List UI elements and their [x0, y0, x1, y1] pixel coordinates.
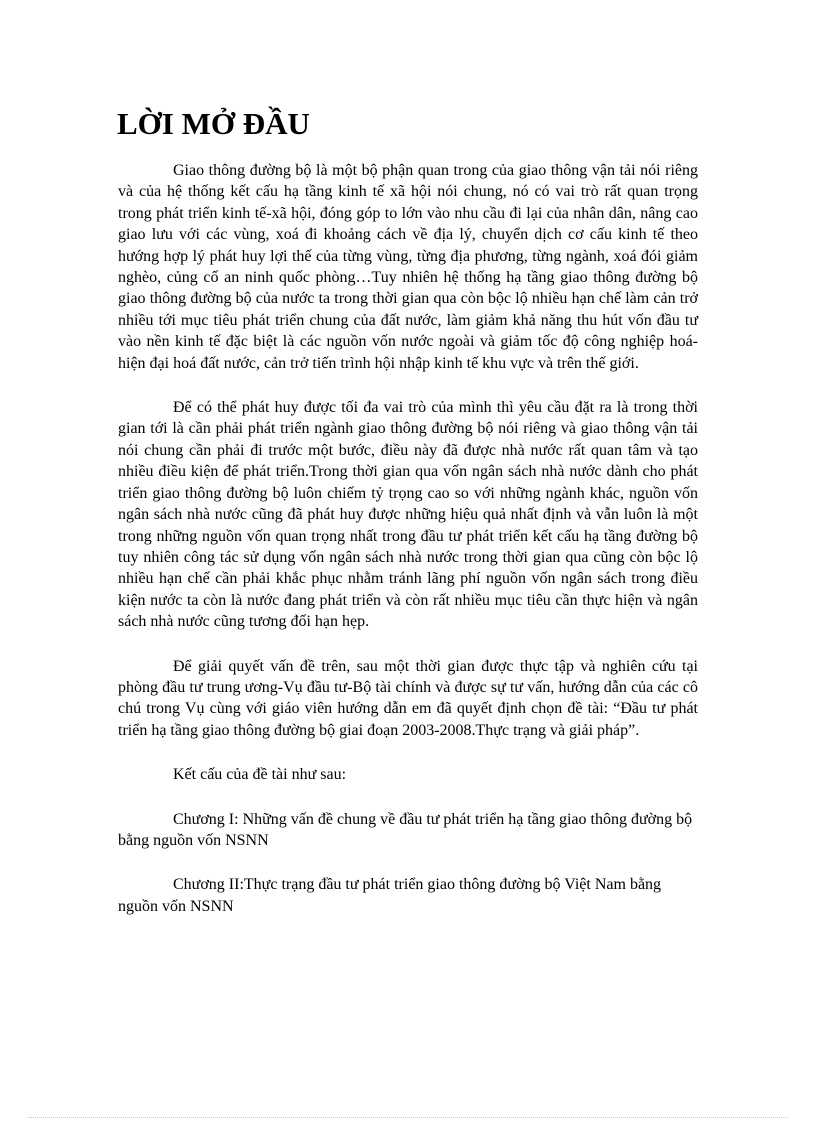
paragraph-chapter-1: Chương I: Những vấn đề chung về đầu tư phát triển hạ tầng giao thông đường bộ bằng nguồn vốn NSNN	[118, 810, 693, 849]
page-bottom-rule	[28, 1117, 788, 1118]
paragraph-introduction: Giao thông đường bộ là một bộ phận quan trong của giao thông vận tải nói riêng và của hệ thống kết cấu hạ tầng kinh tế xã hội nói chung, nó có vai trò rất quan trọng trong phát triển kinh tế-xã hội, đóng góp to lớn vào nhu cầu đi lại của nhân dân, nâng cao giao lưu với các vùng, xoá đi khoảng cách về địa lý, chuyển dịch cơ cấu kinh tế theo hướng hợp lý phát huy lợi thế của từng vùng, từng địa phương, từng ngành, xoá đói giảm nghèo, củng cố an ninh quốc phòng…Tuy nhiên hệ thống hạ tầng giao thông đường bộ giao thông đường bộ của nước ta trong thời gian qua còn bộc lộ nhiều hạn chế làm cản trở nhiều tới mục tiêu phát triển chung của đất nước, làm giảm khả năng thu hút vốn đầu tư vào nền kinh tế đặc biệt là các nguồn vốn nước ngoài và giảm tốc độ công nghiệp hoá-hiện đại hoá đất nước, cản trở tiến trình hội nhập kinh tế khu vực và trên thế giới.	[118, 162, 698, 372]
document-body	[118, 160, 698, 917]
page-title: LỜI MỞ ĐẦU	[117, 106, 310, 141]
paragraph-budget: Để có thể phát huy được tối đa vai trò của mình thì yêu cầu đặt ra là trong thời gian tới là cần phải phát triển ngành giao thông đường bộ nói riêng và giao thông vận tải nói chung cần phải đi trước một bước, điều này đã được nhà nước rất quan tâm và tạo nhiều điều kiện để phát triển.Trong thời gian qua vốn ngân sách nhà nước dành cho phát triển giao thông đường bộ luôn chiếm tỷ trọng cao so với những ngành khác, nguồn vốn ngân sách nhà nước cũng đã phát huy được những hiệu quả nhất định và vẫn luôn là một trong những nguồn vốn quan trọng nhất trong đầu tư phát triển kết cấu hạ tầng đường bộ tuy nhiên công tác sử dụng vốn ngân sách nhà nước trong thời gian qua cũng còn bộc lộ nhiều hạn chế cần phải khắc phục nhằm tránh lãng phí nguồn vốn ngân sách trong điều kiện nước ta còn là nước đang phát triển và còn rất nhiều mục tiêu cần thực hiện và ngân sách nhà nước cũng tương đối hạn hẹp.	[118, 399, 698, 631]
paragraph-structure-heading: Kết cấu của đề tài như sau:	[173, 766, 347, 784]
paragraph-chapter-2: Chương II:Thực trạng đầu tư phát triển giao thông đường bộ Việt Nam bằng nguồn vốn NSNN	[118, 876, 662, 915]
paragraph-topic: Để giải quyết vấn đề trên, sau một thời gian được thực tập và nghiên cứu tại phòng đầu tư trung ương-Vụ đầu tư-Bộ tài chính và được sự tư vấn, hướng dẫn của các cô chú trong Vụ cùng với giáo viên hướng dẫn em đã quyết định chọn đề tài: “Đầu tư phát triển hạ tầng giao thông đường bộ giai đoạn 2003-2008.Thực trạng và giải pháp”.	[118, 657, 698, 739]
